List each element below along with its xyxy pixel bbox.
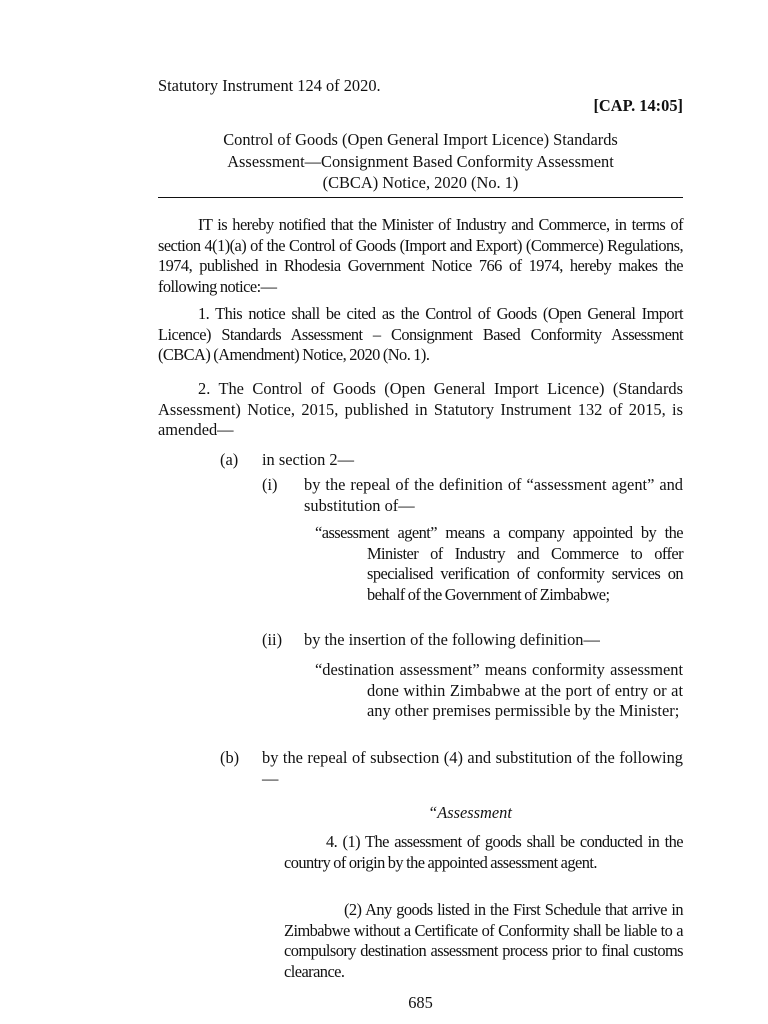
item-ii-label: (ii) [262, 630, 283, 649]
item-b-text: by the repeal of subsection (4) and substitution of the following— [262, 748, 683, 788]
instrument-number: Statutory Instrument 124 of 2020. [158, 76, 381, 95]
quoted-subsection-2: (2) Any goods listed in the First Schedule that arrive in Zimbabwe without a Certificate of Conformity shall be liable to a compulsory destination assessment process prior to final customs clearance. [284, 900, 683, 981]
item-i-label: (i) [262, 475, 278, 494]
item-a-label: (a) [220, 450, 239, 469]
page-number: 685 [408, 993, 433, 1012]
notice-title [158, 129, 683, 194]
definition-destination-assessment: “destination assessment” means conformity assessment done within Zimbabwe at the port of entry or at any other premises permissible by the Minister; [315, 660, 683, 721]
item-ii-text: by the insertion of the following definition— [304, 630, 600, 649]
quoted-heading: “Assessment [428, 803, 512, 822]
chapter-reference: [CAP. 14:05] [593, 96, 683, 115]
item-a-text: in section 2— [262, 450, 354, 469]
notice-title-line-2: Assessment—Consignment Based Conformity Assessment [227, 151, 614, 171]
notice-title-line-3: (CBCA) Notice, 2020 (No. 1) [322, 173, 519, 192]
notice-title-line-1: Control of Goods (Open General Import Licence) Standards [223, 130, 618, 149]
definition-assessment-agent: “assessment agent” means a company appointed by the Minister of Industry and Commerce to offer specialised verification of conformity services on behalf of the Government of Zimbabwe; [315, 523, 683, 604]
quoted-subsection-1: 4. (1) The assessment of goods shall be conducted in the country of origin by the appointed assessment agent. [284, 832, 683, 872]
section-2-paragraph: 2. The Control of Goods (Open General Import Licence) (Standards Assessment) Notice, 2015, published in Statutory Instrument 132 of 2015, is amended— [158, 379, 683, 440]
item-i-text: by the repeal of the definition of “assessment agent” and substitution of— [304, 475, 683, 515]
title-divider [158, 197, 683, 198]
item-b-label: (b) [220, 748, 240, 767]
document-page [158, 0, 683, 1024]
preamble-paragraph: IT is hereby notified that the Minister of Industry and Commerce, in terms of section 4(1)(a) of the Control of Goods (Import and Export) (Commerce) Regulations, 1974, published in Rhodesia Government Notice 766 of 1974, hereby makes the following notice:— [158, 215, 683, 296]
section-1-paragraph: 1. This notice shall be cited as the Control of Goods (Open General Import Licence) Standards Assessment – Consignment Based Conformity Assessment (CBCA) (Amendment) Notice, 2020 (No. 1). [158, 304, 683, 365]
